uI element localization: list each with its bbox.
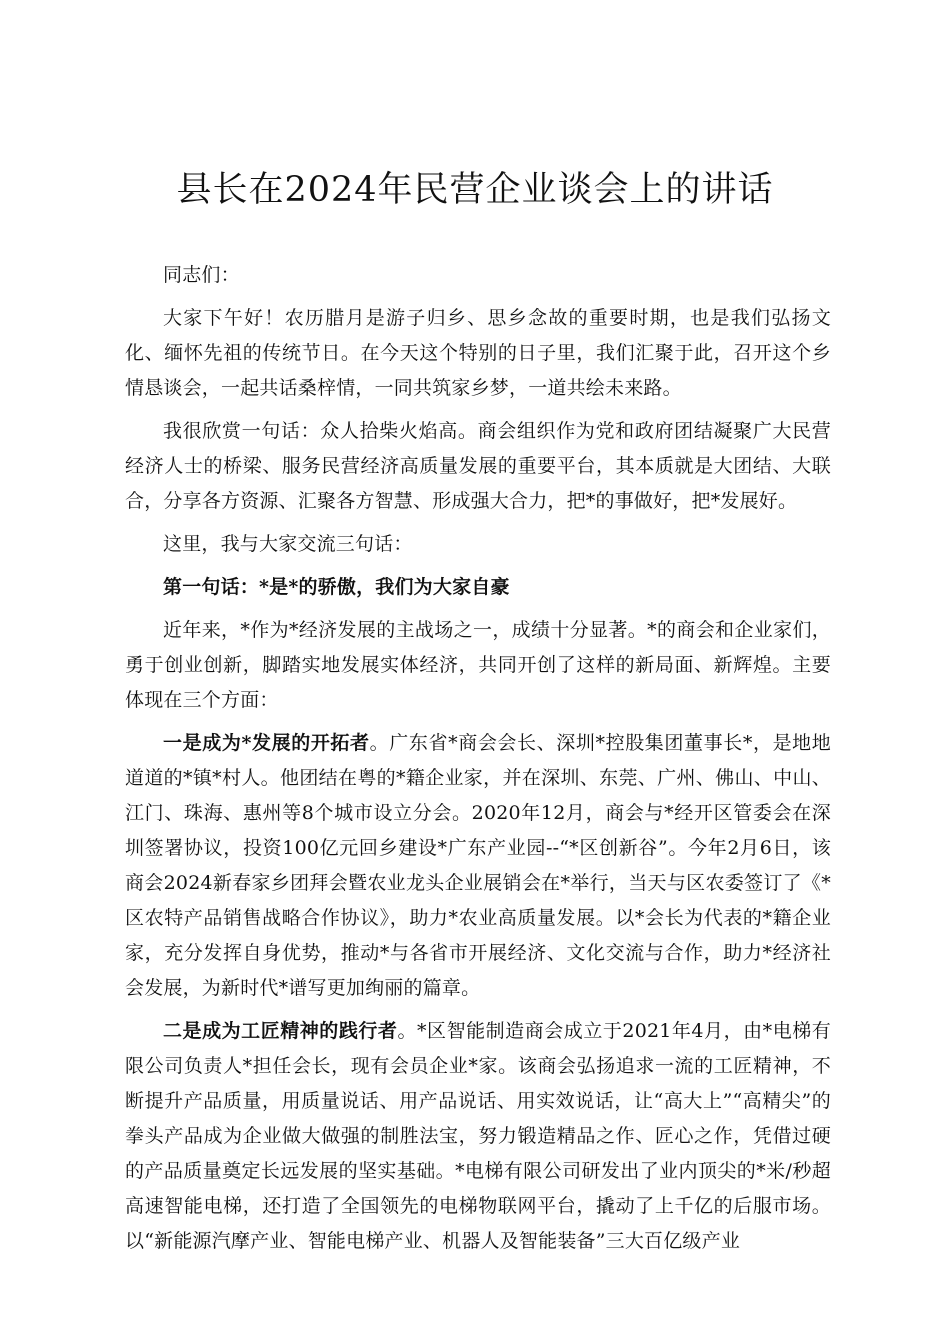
document-body — [125, 258, 831, 1267]
paragraph-craftsman — [125, 1014, 831, 1259]
paragraph-body: 。*区智能制造商会成立于2021年4月，由*电梯有限公司负责人*担任会长，现有会员企业*家。该商会弘扬追求一流的工匠精神，不断提升产品质量，用质量说话、用产品说话、用实效说话，让“高大上”“高精尖”的拳头产品成为企业做大做强的制胜法宝，努力锻造精品之作、匠心之作，凭借过硬的产品质量奠定长远发展的坚实基础。*电梯有限公司研发出了业内顶尖的*米/秒超高速智能电梯，还打造了全国领先的电梯物联网平台，撬动了上千亿的后服市场。以“新能源汽摩产业、智能电梯产业、机器人及智能装备”三大百亿级产业 — [125, 1020, 831, 1252]
paragraph-lead: 一是成为*发展的开拓者 — [163, 732, 370, 754]
paragraph-lead: 二是成为工匠精神的践行者 — [163, 1020, 398, 1042]
salutation: 同志们： — [163, 264, 240, 286]
paragraph-achievements: 近年来，*作为*经济发展的主战场之一，成绩十分显著。*的商会和企业家们，勇于创业创新，脚踏实地发展实体经济，共同开创了这样的新局面、新辉煌。主要体现在三个方面： — [125, 619, 831, 711]
paragraph-body: 。广东省*商会会长、深圳*控股集团董事长*，是地地道道的*镇*村人。他团结在粤的*籍企业家，并在深圳、东莞、广州、佛山、中山、江门、珠海、惠州等8个城市设立分会。2020年12月，商会与*经开区管委会在深圳签署协议，投资100亿元回乡建设*广东产业园--“*区创新谷”。今年2月6日，该商会2024新春家乡团拜会暨农业龙头企业展销会在*举行，当天与区农委签订了《*区农特产品销售战略合作协议》，助力*农业高质量发展。以*会长为代表的*籍企业家，充分发挥自身优势，推动*与各省市开展经济、文化交流与合作，助力*经济社会发展，为新时代*谱写更加绚丽的篇章。 — [125, 732, 831, 999]
paragraph-intro-three: 这里，我与大家交流三句话： — [163, 533, 413, 555]
section-heading-first: 第一句话：*是*的骄傲，我们为大家自豪 — [163, 576, 510, 598]
paragraph-quote: 我很欣赏一句话：众人拾柴火焰高。商会组织作为党和政府团结凝聚广大民营经济人士的桥梁、服务民营经济高质量发展的重要平台，其本质就是大团结、大联合，分享各方资源、汇聚各方智慧、形成强大合力，把*的事做好，把*发展好。 — [125, 420, 831, 512]
page-title: 县长在2024年民营企业谈会上的讲话 — [176, 170, 774, 210]
paragraph-greeting: 大家下午好！农历腊月是游子归乡、思乡念故的重要时期，也是我们弘扬文化、缅怀先祖的传统节日。在今天这个特别的日子里，我们汇聚于此，召开这个乡情恳谈会，一起共话桑梓情，一同共筑家乡梦，一道共绘未来路。 — [125, 307, 831, 399]
paragraph-pioneer — [125, 726, 831, 1006]
